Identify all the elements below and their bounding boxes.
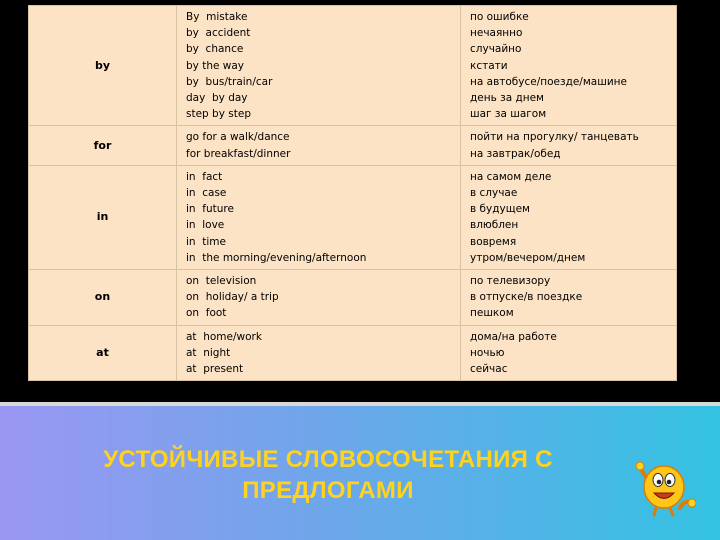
russian-phrase: кстати (470, 59, 508, 72)
russian-phrase: сейчас (470, 363, 508, 376)
english-phrase: day by day (186, 92, 248, 105)
table-row (29, 6, 677, 126)
russian-phrase: случайно (470, 43, 522, 56)
english-phrase: at night (186, 346, 231, 359)
title-line-2: ПРЕДЛОГАМИ (242, 477, 414, 504)
russian-phrases-cell (461, 270, 677, 326)
russian-phrases-cell (461, 126, 677, 165)
english-phrase: in future (186, 203, 234, 216)
table-row (29, 270, 677, 326)
english-phrase: at home/work (186, 330, 262, 343)
english-phrase: by chance (186, 43, 244, 56)
english-phrase: by the way (186, 59, 245, 72)
english-phrase: on holiday/ a trip (186, 291, 279, 304)
russian-phrase: по ошибке (470, 11, 529, 23)
english-phrase: in case (186, 187, 227, 200)
english-phrase: go for a walk/dance (186, 131, 290, 144)
smiley-face-icon (636, 458, 696, 518)
table-row (29, 165, 677, 269)
english-phrase: by bus/train/car (186, 75, 273, 88)
english-phrase: at present (186, 363, 244, 376)
russian-phrase: пойти на прогулку/ танцевать (470, 131, 639, 144)
russian-phrase: влюблен (470, 219, 519, 232)
russian-phrases-cell (461, 165, 677, 269)
title-line-1: УСТОЙЧИВЫЕ СЛОВОСОЧЕТАНИЯ С (103, 446, 553, 473)
russian-phrase: на автобусе/поезде/машине (470, 75, 627, 88)
preposition-cell: on (29, 270, 177, 326)
russian-phrase: дома/на работе (470, 330, 557, 343)
russian-phrase: в случае (470, 187, 518, 200)
russian-phrase: на завтрак/обед (470, 147, 561, 160)
russian-phrases-cell (461, 325, 677, 381)
english-phrase: step by step (186, 108, 251, 121)
english-phrase: by accident (186, 27, 251, 40)
english-phrases-cell (177, 6, 461, 126)
english-phrases-cell (177, 165, 461, 269)
russian-phrase: нечаянно (470, 27, 523, 40)
english-phrases-cell (177, 126, 461, 165)
russian-phrase: в будущем (470, 203, 530, 216)
english-phrase: for breakfast/dinner (186, 147, 291, 160)
russian-phrase: день за днем (470, 92, 544, 105)
english-phrase: in the morning/evening/afternoon (186, 251, 367, 264)
prepositions-table (28, 5, 677, 381)
page-title (28, 444, 628, 506)
preposition-cell: for (29, 126, 177, 165)
russian-phrase: в отпуске/в поездке (470, 291, 583, 304)
table-body (29, 6, 677, 381)
preposition-cell: by (29, 6, 177, 126)
english-phrase: By mistake (186, 11, 248, 23)
preposition-cell: at (29, 325, 177, 381)
english-phrase: in love (186, 219, 225, 232)
english-phrase: on television (186, 275, 257, 288)
english-phrases-cell (177, 325, 461, 381)
english-phrase: on foot (186, 307, 227, 320)
russian-phrase: на самом деле (470, 170, 552, 183)
russian-phrase: ночью (470, 346, 505, 359)
russian-phrase: утром/вечером/днем (470, 251, 586, 264)
english-phrase: in fact (186, 170, 223, 183)
preposition-cell: in (29, 165, 177, 269)
russian-phrase: по телевизору (470, 275, 551, 288)
english-phrase: in time (186, 235, 226, 248)
english-phrases-cell (177, 270, 461, 326)
table-row (29, 325, 677, 381)
russian-phrase: вовремя (470, 235, 517, 248)
russian-phrase: шаг за шагом (470, 108, 547, 121)
russian-phrase: пешком (470, 307, 514, 320)
table-row (29, 126, 677, 165)
russian-phrases-cell (461, 6, 677, 126)
